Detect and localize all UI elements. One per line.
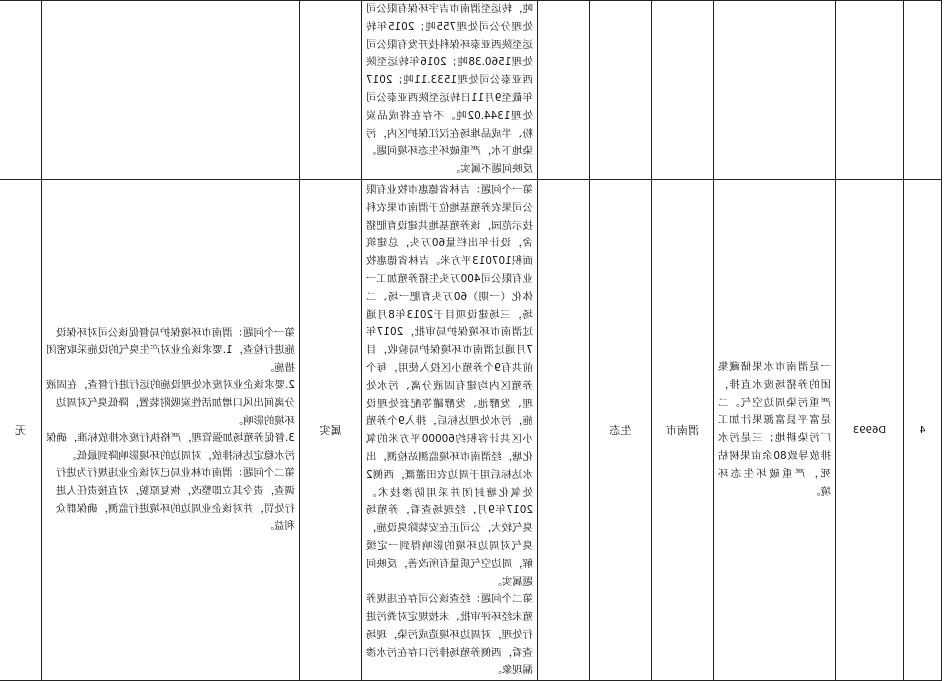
region-cell (652, 1, 714, 180)
accountability-cell (0, 1, 42, 180)
table-row (0, 179, 942, 680)
complaint-cell (714, 1, 836, 180)
rectification-paragraph: 3.督促养殖场加强管理，严格执行废水排放标准，确保污水稳定达标排放，对周边的环境影响降到最低。 (46, 432, 295, 462)
region-cell: 渭南市 (652, 179, 714, 680)
seq-cell (904, 1, 942, 180)
blank-cell (538, 179, 590, 680)
is-true-cell: 属实 (300, 179, 362, 680)
type-cell: 生态 (590, 179, 652, 680)
finding-paragraph: 第二个问题：经查该公司存在违规养殖未经环评审批、未按规定对粪污进行处理，对周边环境造成污染，现场查看，西侧养殖场排污口存在污水渗漏现象。 (366, 593, 533, 677)
accountability-cell: 无 (0, 179, 42, 680)
finding-paragraph: 第一个问题：吉林省德惠市牧业有限公司果农养殖基地位于渭南市果农科技示范园，该养殖基地共建设育肥猪舍，设计年出栏量60万头，总建筑面积107013平方米。吉林省德惠牧业有限公司400万头生猪养殖加工一体化（一期）60万头育肥一场、二场，三场建设项目于2013年8月通过渭南市环境保护局审批，2017年7月通过渭南市环境保护局验收，目前共有9个养殖小区投入使用，每个养殖区内均建有固液分离、污水处理、发酵池、发酵罐等配套处理设施，污水处理达标后，排入9个养殖小区共计容积约60000平方米的氧化塘，经渭南市环境监测站检测，出水达标后用于周边农田灌溉，西侧2处氧化塘封闭并采用防渗技术。2017年9月，经现场查看，养殖场臭气较大，公司正在安装除臭设施，臭气对周边环境的影响得到一定缓解，周边空气质量有所改善，反映问题属实。 (366, 183, 533, 588)
code-cell (836, 1, 904, 180)
blank-cell (538, 1, 590, 180)
rectification-paragraph: 2.要求该企业对废水处理设施的运行进行督查，在固液分离间出风口增加活性炭吸附装置，降低臭气对周边环境的影响。 (46, 379, 295, 427)
rectification-cell (42, 1, 300, 180)
table-row (0, 1, 942, 180)
complaint-cell: 一是渭南市水果储藏集团的养猪场废水直排，严重污染周边空气。二是富平县富源果汁加工厂污染耕地；三是污水排放导致80余亩果树枯死，严重破坏生态环境。 (714, 179, 836, 680)
type-cell (590, 1, 652, 180)
rectification-cell (42, 179, 300, 680)
rectification-paragraph: 第二个问题：渭南市林业局已对该企业违规行为进行调查，责令其立即整改，恢复原貌，对直接责任人进行处罚，并对该企业周边的环境进行监测，确保群众利益。 (56, 467, 295, 533)
is-true-cell (300, 1, 362, 180)
seq-cell: 4 (904, 179, 942, 680)
findings-cell (362, 179, 538, 680)
findings-cell: 吨，转运至渭南市吉宇环保有限公司处理分公司处理755吨；2015年转运至陕西亚泰环保科技开发有限公司处理1560.38吨；2016年转运至陕西亚泰公司处理1533.11吨；2017年截至9月11日转运至陕西亚泰公司处理1344.02吨。不存在将成品炭粉、半成品堆场在汉江保护区内，污染地下水，严重破坏生态环境问题。反映问题不属实。 (362, 1, 538, 180)
code-cell: D6993 (836, 179, 904, 680)
rectification-paragraph: 第一个问题：渭南市环境保护局督促该公司对环保设施进行检查，1.要求该企业对产生臭气的设施采取密闭措施。 (46, 326, 295, 374)
